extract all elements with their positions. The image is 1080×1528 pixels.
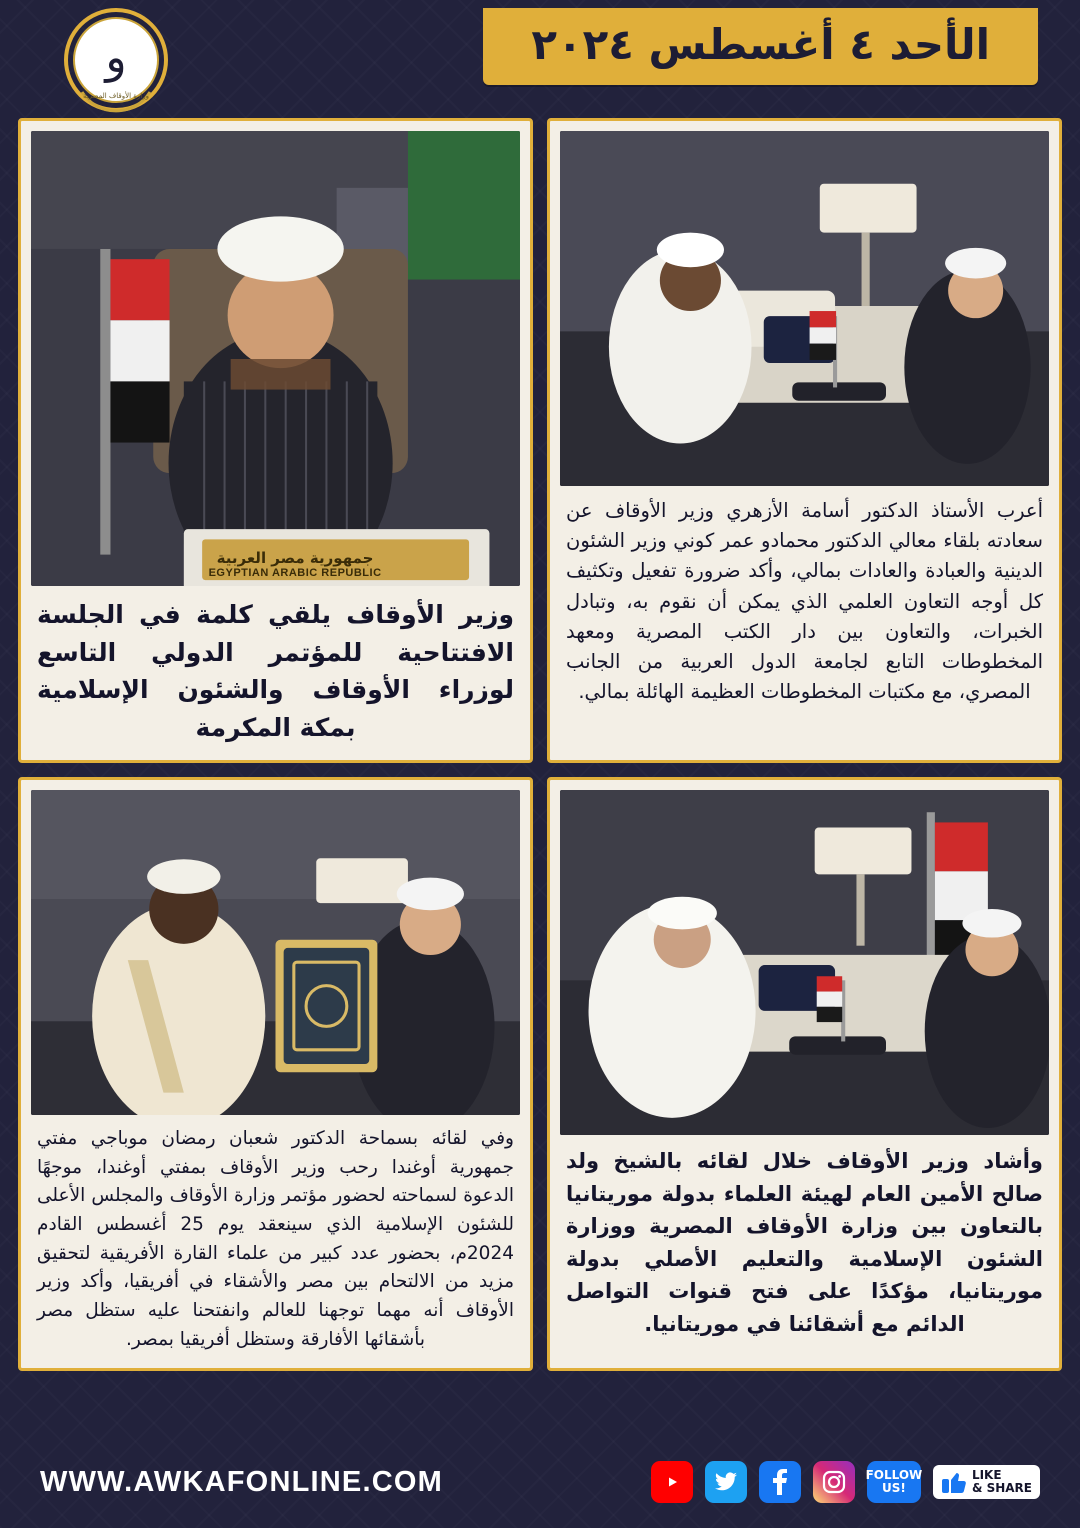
- photo-minister-with-mauritania-sheikh: [560, 790, 1049, 1135]
- caption-mali: أعرب الأستاذ الدكتور أسامة الأزهري وزير الأوقاف عن سعادته بلقاء معالي الدكتور محمادو عمر كوني وزير الشئون الدينية والعبادة والعادات بمالي، وأكد ضرورة تفعيل وتكثيف كل أوجه التعاون العلمي الذي يمكن أن نقوم به، وتبادل الخبرات، والتعاون بين دار الكتب المصرية ومعهد المخطوطات التابع لجامعة الدول العربية من الجانب المصري، مع مكتبات المخطوطات العظيمة الهائلة بمالي.: [566, 499, 1043, 704]
- podium-plate-english: EGYPTIAN ARABIC REPUBLIC: [208, 567, 382, 580]
- follow-line-2: US!: [882, 1481, 906, 1495]
- like-share-button[interactable]: [933, 1465, 1040, 1499]
- caption-conference: وزير الأوقاف يلقي كلمة في الجلسة الافتتاحية للمؤتمر الدولي التاسع لوزراء الأوقاف والشئون الإسلامية بمكة المكرمة: [37, 600, 514, 742]
- footer: [0, 1436, 1080, 1528]
- follow-line-1: FOLLOW: [865, 1467, 923, 1482]
- card-meeting-mauritania: [547, 777, 1062, 1371]
- date-banner: الأحد ٤ أغسطس ٢٠٢٤: [483, 8, 1038, 85]
- photo-minister-with-mali-minister: [560, 131, 1049, 486]
- youtube-icon[interactable]: [651, 1461, 693, 1503]
- card-meeting-mali: [547, 118, 1062, 763]
- card-uganda-mufti: [18, 777, 533, 1371]
- photo-minister-speech-podium: [31, 131, 520, 586]
- twitter-icon[interactable]: [705, 1461, 747, 1503]
- svg-text:و: و: [105, 32, 127, 83]
- svg-text:وزارة الأوقاف المصرية: وزارة الأوقاف المصرية: [82, 92, 150, 100]
- website-url[interactable]: WWW.AWKAFONLINE.COM: [40, 1465, 443, 1498]
- caption-mauritania: وأشاد وزير الأوقاف خلال لقائه بالشيخ ولد صالح الأمين العام لهيئة العلماء بدولة موريتانيا بالتعاون بين وزارة الأوقاف المصرية ووزارة الشئون الإسلامية والتعليم الأصلي بدولة موريتانيا، مؤكدًا على فتح قنوات التواصل الدائم مع أشقائنا في موريتانيا.: [566, 1149, 1043, 1336]
- social-links: [651, 1461, 1040, 1503]
- ministry-logo: [62, 6, 170, 114]
- card-conference-speech: [18, 118, 533, 763]
- instagram-icon[interactable]: [813, 1461, 855, 1503]
- thumbs-up-icon: [941, 1469, 967, 1495]
- caption-uganda: وفي لقائه بسماحة الدكتور شعبان رمضان موباجي مفتي جمهورية أوغندا رحب وزير الأوقاف بمفتي أوغندا، موجهًا الدعوة لسماحته لحضور مؤتمر وزارة الأوقاف والمجلس الأعلى للشئون الإسلامية الذي سينعقد يوم 25 أغسطس القادم 2024م، بحضور عدد كبير من علماء القارة الأفريقية لتحقيق مزيد من الالتحام بين مصر والأشقاء في أفريقيا، وأكد وزير الأوقاف أنه مهما توجهنا للعالم وانفتحنا عليه ستظل مصر بأشقائها الأفارقة وستظل أفريقيا بمصر.: [37, 1128, 514, 1350]
- follow-us-button[interactable]: [867, 1461, 921, 1503]
- facebook-icon[interactable]: [759, 1461, 801, 1503]
- podium-plate-arabic: جمهورية مصر العربية: [216, 549, 374, 568]
- like-line-2: & SHARE: [971, 1481, 1032, 1495]
- photo-minister-with-uganda-mufti-gift: [31, 790, 520, 1115]
- header: [14, 0, 1066, 118]
- like-line-1: LIKE: [971, 1467, 1002, 1482]
- cards-grid: [14, 118, 1066, 1371]
